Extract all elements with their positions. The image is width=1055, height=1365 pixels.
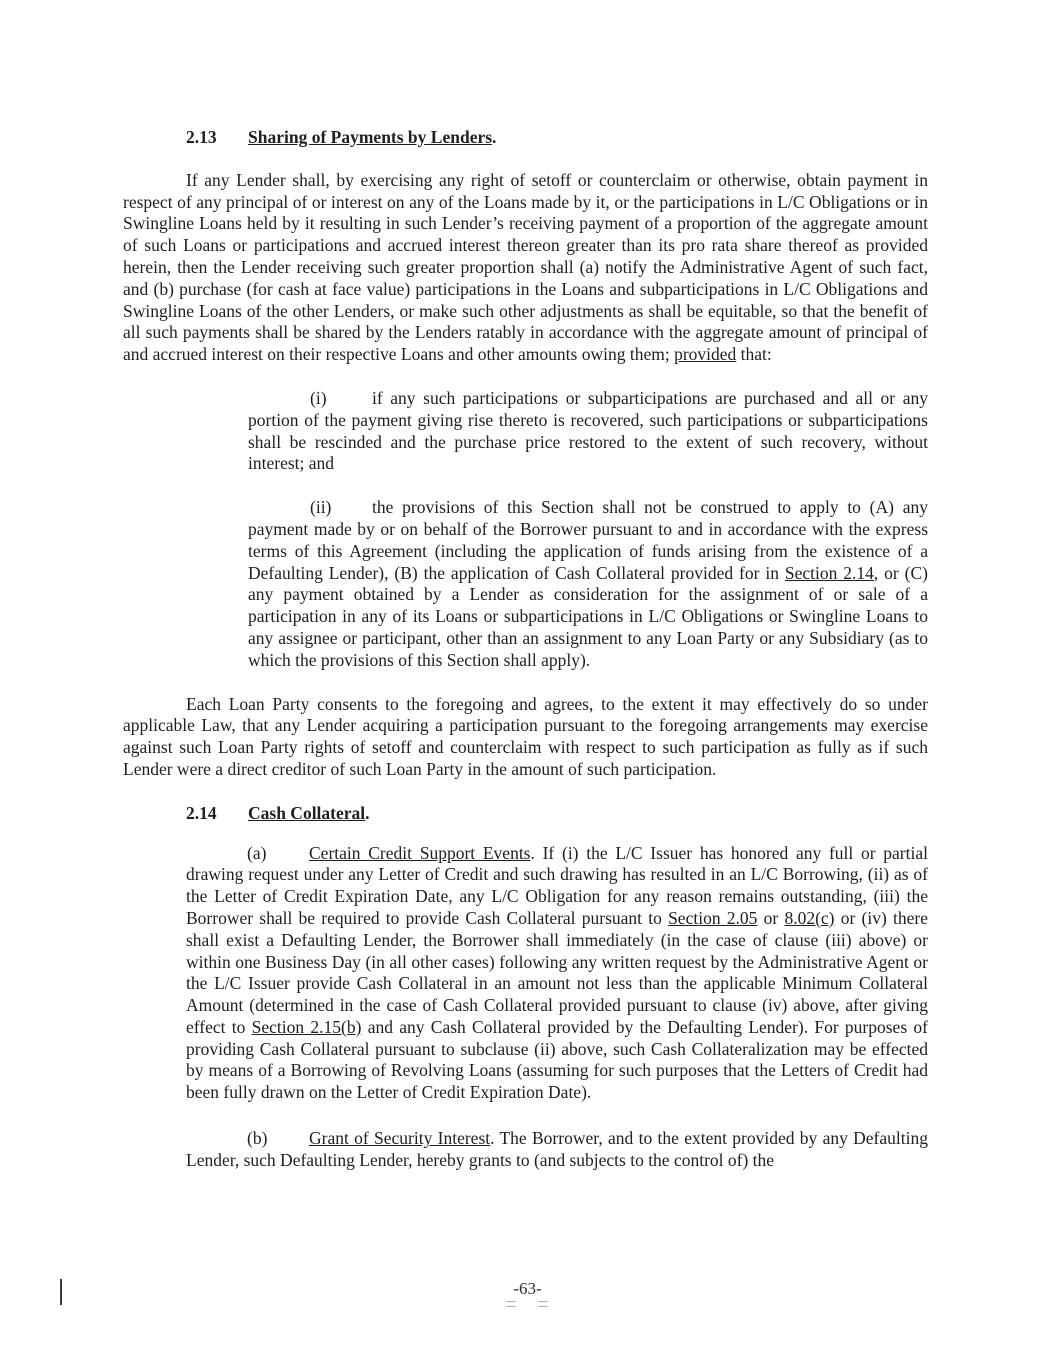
cross-reference: 8.02(c) <box>784 907 835 928</box>
section-title-period: . <box>365 802 370 823</box>
text-run: and any Cash Collateral provided by the Defaulting Lender). For purposes of providing Cash Collateral pursuant to subclause (ii) above, such Cash Collateralization may be effected by means of a Borrowing of Revolving Loans (assuming for such purposes that the Letters of Credit had been fully drawn on the Letter of Credit Expiration Date). <box>186 1016 928 1103</box>
page-content <box>123 127 928 1196</box>
paragraph-a-marker: (a) <box>247 842 267 863</box>
paragraph-setoff <box>123 170 928 366</box>
section-heading-2-14 <box>186 803 928 825</box>
clause-i <box>248 388 928 475</box>
page-footer <box>0 1279 1055 1299</box>
cross-reference: Section 2.05 <box>668 907 758 928</box>
text-run: . The Borrower, and to the extent provided by any Defaulting Lender, such Defaulting Lender, hereby grants to (and subjects to the control of) the <box>186 1128 928 1170</box>
section-heading-2-13 <box>186 127 928 149</box>
section-title-period: . <box>492 127 497 147</box>
text-run: if any such participations or subparticipations are purchased and all or any portion of the payment giving rise thereto is recovered, such participations or subparticipations shall be rescinded and the purchase price restored to the extent of such recovery, without interest; and <box>248 387 928 474</box>
text-run: . If (i) the L/C Issuer has honored any full or partial drawing request under any Letter of Credit and such drawing has resulted in an L/C Borrowing, (ii) as of the Letter of Credit Expiration Date, any L/C Obligation for any reason remains outstanding, (iii) the Borrower shall be required to provide Cash Collateral pursuant to <box>186 842 928 928</box>
text-run: If any Lender shall, by exercising any right of setoff or counterclaim or otherwise, obtain payment in respect of any principal of or interest on any of the Loans made by it, or the participations in L/C Obligations or in Swingline Loans held by it resulting in such Lender’s receiving payment of a proportion of the aggregate amount of such Loans or participations and accrued interest thereon greater than its pro rata share thereof as provided herein, then the Lender receiving such greater proportion shall (a) notify the Administrative Agent of such fact, and (b) purchase (for cash at face value) participations in the Loans and subparticipations in L/C Obligations and Swingline Loans of the other Lenders, or make such other adjustments as shall be equitable, so that the benefit of all such payments shall be shared by the Lenders ratably in accordance with the aggregate amount of principal of and accrued interest on their respective Loans and other amounts owing them; <box>123 169 928 365</box>
cross-reference: Section 2.14 <box>784 562 874 583</box>
section-title: Cash Collateral <box>248 802 366 823</box>
paragraph-consent <box>123 694 928 781</box>
clause-i-marker: (i) <box>310 387 327 408</box>
text-run: the provisions of this Section shall not be construed to apply to (A) any payment made by or on behalf of the Borrower pursuant to and in accordance with the express terms of this Agreement (including the application of funds arising from the existence of a Defaulting Lender), (B) the application of Cash Collateral provided for in <box>248 497 928 583</box>
section-number: 2.14 <box>186 802 217 823</box>
paragraph-a-certain-credit-support-events <box>186 843 928 1105</box>
margin-change-bar <box>60 1279 62 1305</box>
page-number: -63- <box>513 1279 542 1298</box>
paragraph-b-grant-of-security-interest <box>186 1128 928 1172</box>
footer-underline-mark-right <box>538 1301 548 1307</box>
section-title: Sharing of Payments by Lenders <box>248 127 493 147</box>
clause-ii-marker: (ii) <box>310 497 332 518</box>
paragraph-a-caption: Certain Credit Support Events <box>309 842 531 863</box>
text-run: that: <box>736 344 772 365</box>
text-run: Each Loan Party consents to the foregoing and agrees, to the extent it may effectively do so under applicable Law, that any Lender acquiring a participation pursuant to the foregoing arrangements may exercise against such Loan Party rights of setoff and counterclaim with respect to such participation as fully as if such Lender were a direct creditor of such Loan Party in the amount of such participation. <box>123 693 928 779</box>
text-run: or (iv) there shall exist a Defaulting Lender, the Borrower shall immediately (in the case of clause (iii) above) or within one Business Day (in all other cases) following any written request by the Administrative Agent or the L/C Issuer provide Cash Collateral in an amount not less than the applicable Minimum Collateral Amount (determined in the case of Cash Collateral provided pursuant to clause (iv) above, after giving effect to <box>186 907 928 1037</box>
footer-underline-mark-left <box>506 1301 516 1307</box>
paragraph-b-caption: Grant of Security Interest <box>309 1128 491 1149</box>
text-run: or <box>757 907 785 928</box>
clause-ii <box>248 497 928 671</box>
section-number: 2.13 <box>186 127 217 147</box>
text-run: , or (C) any payment obtained by a Lender as consideration for the assignment of or sale of a participation in any of its Loans or subparticipations in L/C Obligations or Swingline Loans to any assignee or participant, other than an assignment to any Loan Party or any Subsidiary (as to which the provisions of this Section shall apply). <box>248 562 928 670</box>
text-run-underlined: provided <box>674 344 737 365</box>
paragraph-b-marker: (b) <box>247 1128 268 1149</box>
cross-reference: Section 2.15(b) <box>251 1016 362 1037</box>
